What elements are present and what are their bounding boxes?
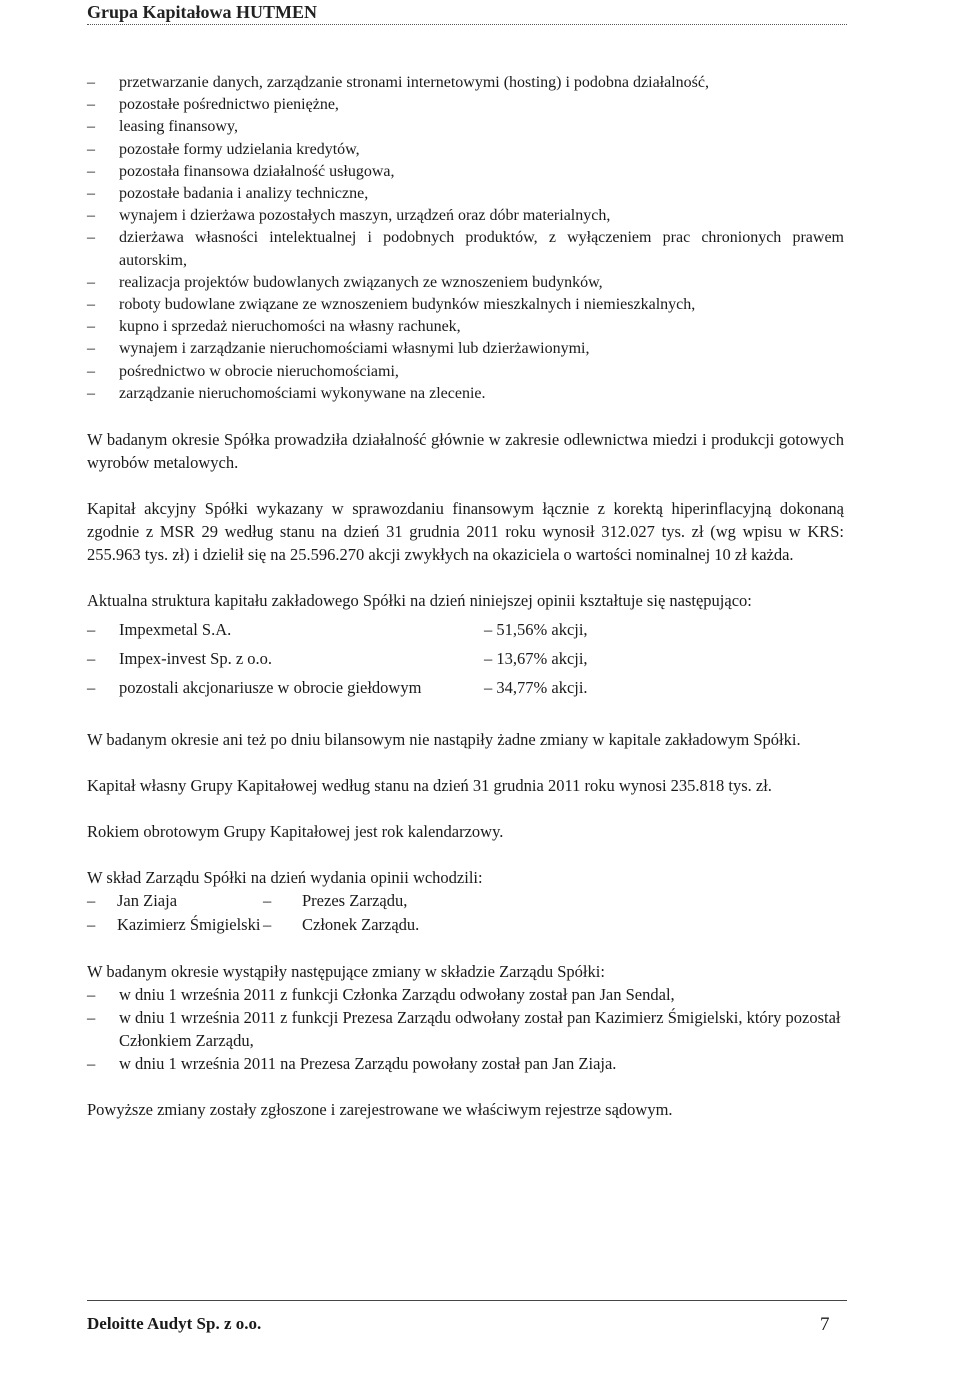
board-changes-list	[87, 983, 844, 1075]
shareholder-share: – 34,77% akcji.	[484, 678, 588, 698]
shareholder-row: – Impexmetal S.A. – 51,56% akcji,	[87, 620, 588, 640]
board-member-row: – Kazimierz Śmigielski – Członek Zarządu.	[87, 915, 420, 935]
list-item: – przetwarzanie danych, zarządzanie stronami internetowymi (hosting) i podobna działalność,	[87, 74, 709, 91]
list-item: – dzierżawa własności intelektualnej i podobnych produktów, z wyłączeniem prac chronionych prawem autorskim,	[87, 229, 844, 269]
list-item: – w dniu 1 września 2011 z funkcji Członka Zarządu odwołany został pan Jan Sendal,	[87, 985, 675, 1005]
shareholder-share: – 13,67% akcji,	[484, 649, 588, 669]
main-activity-paragraph: W badanym okresie Spółka prowadziła działalność głównie w zakresie odlewnictwa miedzi i produkcji gotowych wyrobów metalowych.	[87, 430, 844, 473]
list-item: – zarządzanie nieruchomościami wykonywane na zlecenie.	[87, 384, 486, 402]
shareholder-name: Impexmetal S.A.	[119, 620, 232, 640]
list-item: – pozostałe pośrednictwo pieniężne,	[87, 96, 339, 114]
fiscal-year-paragraph: Rokiem obrotowym Grupy Kapitałowej jest rok kalendarzowy.	[87, 822, 504, 842]
registered-paragraph: Powyższe zmiany zostały zgłoszone i zarejestrowane we właściwym rejestrze sądowym.	[87, 1100, 673, 1120]
list-item: – pozostałe formy udzielania kredytów,	[87, 140, 360, 158]
shareholder-row: – pozostali akcjonariusze w obrocie giełdowym – 34,77% akcji.	[87, 678, 588, 698]
activities-list	[87, 72, 844, 405]
footer-divider	[87, 1300, 847, 1301]
page-number: 7	[820, 1314, 830, 1335]
list-item: – pośrednictwo w obrocie nieruchomościami,	[87, 362, 399, 380]
list-item: – wynajem i zarządzanie nieruchomościami własnymi lub dzierżawionymi,	[87, 340, 590, 358]
structure-intro-paragraph: Aktualna struktura kapitału zakładowego Spółki na dzień niniejszej opinii kształtuje się następująco:	[87, 591, 752, 611]
list-item: – kupno i sprzedaż nieruchomości na własny rachunek,	[87, 318, 461, 336]
board-intro-paragraph: W skład Zarządu Spółki na dzień wydania opinii wchodzili:	[87, 868, 483, 888]
list-item: – realizacja projektów budowlanych związanych ze wznoszeniem budynków,	[87, 273, 603, 291]
shareholder-name: pozostali akcjonariusze w obrocie giełdowym	[119, 678, 422, 698]
board-member-role: Prezes Zarządu,	[302, 891, 408, 911]
list-item: – pozostała finansowa działalność usługowa,	[87, 162, 395, 180]
board-member-role: Członek Zarządu.	[302, 915, 420, 935]
board-member-row: – Jan Ziaja – Prezes Zarządu,	[87, 891, 408, 911]
list-item: – w dniu 1 września 2011 z funkcji Prezesa Zarządu odwołany został pan Kazimierz Śmigielski, który pozostał Członkiem Zarządu,	[87, 1008, 841, 1051]
board-member-name: Kazimierz Śmigielski	[117, 915, 261, 935]
list-item: – w dniu 1 września 2011 na Prezesa Zarządu powołany został pan Jan Ziaja.	[87, 1054, 617, 1074]
shareholder-row: – Impex-invest Sp. z o.o. – 13,67% akcji,	[87, 649, 588, 669]
list-item: – pozostałe badania i analizy techniczne,	[87, 185, 369, 203]
no-changes-paragraph: W badanym okresie ani też po dniu bilansowym nie nastąpiły żadne zmiany w kapitale zakładowym Spółki.	[87, 730, 801, 750]
share-capital-paragraph: Kapitał akcyjny Spółki wykazany w sprawozdaniu finansowym łącznie z korektą hiperinflacyjną dokonaną zgodnie z MSR 29 według stanu na dzień 31 grudnia 2011 roku wynosił 312.027 tys. zł (wg wpisu w KRS: 255.963 tys. zł) i dzielił się na 25.596.270 akcji zwykłych na okaziciela o wartości nominalnej 10 zł każda.	[87, 499, 844, 565]
shareholder-name: Impex-invest Sp. z o.o.	[119, 649, 273, 669]
list-item: – roboty budowlane związane ze wznoszeniem budynków mieszkalnych i niemieszkalnych,	[87, 296, 696, 314]
header-divider	[87, 24, 847, 25]
list-item: – wynajem i dzierżawa pozostałych maszyn, urządzeń oraz dóbr materialnych,	[87, 207, 611, 225]
equity-paragraph: Kapitał własny Grupy Kapitałowej według stanu na dzień 31 grudnia 2011 roku wynosi 235.818 tys. zł.	[87, 776, 772, 796]
board-member-name: Jan Ziaja	[117, 891, 178, 911]
header-title: Grupa Kapitałowa HUTMEN	[87, 2, 318, 22]
changes-intro-paragraph: W badanym okresie wystąpiły następujące zmiany w składzie Zarządu Spółki:	[87, 962, 605, 982]
list-item: – leasing finansowy,	[87, 118, 238, 136]
shareholder-share: – 51,56% akcji,	[484, 620, 588, 640]
document-body	[87, 72, 844, 1121]
footer-company: Deloitte Audyt Sp. z o.o.	[87, 1314, 262, 1333]
